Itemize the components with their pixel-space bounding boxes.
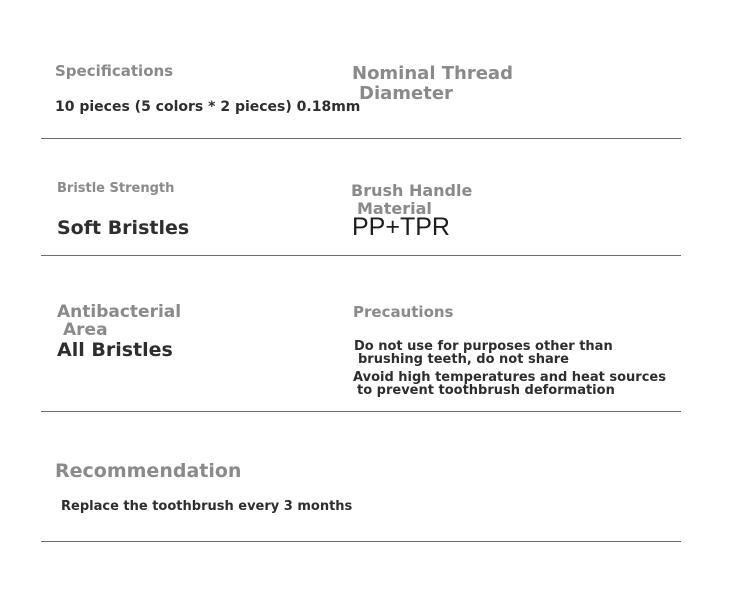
specifications-value: 10 pieces (5 colors * 2 pieces) 0.18mm: [55, 99, 361, 115]
nominal-thread-diameter-label-line1: Nominal Thread: [352, 63, 513, 84]
bristle-strength-label: Bristle Strength: [57, 181, 175, 196]
precautions-line1: Do not use for purposes other than: [354, 339, 613, 354]
bristle-strength-value: Soft Bristles: [57, 217, 190, 239]
precautions-label: Precautions: [353, 303, 454, 321]
brush-handle-material-label-line2: Material: [357, 199, 432, 218]
brush-handle-material-value: PP+TPR: [352, 213, 450, 241]
divider: [41, 541, 681, 542]
specifications-label: Specifications: [55, 62, 174, 80]
antibacterial-area-label: [57, 303, 181, 339]
brush-handle-material-label-line1: Brush Handle: [351, 181, 473, 200]
divider: [41, 138, 681, 139]
nominal-thread-diameter-label: [352, 64, 513, 104]
divider: [41, 411, 681, 412]
recommendation-label: Recommendation: [55, 460, 242, 482]
antibacterial-area-value: All Bristles: [57, 339, 173, 361]
precautions-text: [353, 340, 666, 397]
antibacterial-area-label-line2: Area: [63, 320, 108, 340]
antibacterial-area-label-line1: Antibacterial: [57, 302, 182, 322]
precautions-line4: to prevent toothbrush deformation: [357, 383, 615, 398]
precautions-line2: brushing teeth, do not share: [358, 352, 569, 367]
divider: [41, 255, 681, 256]
precautions-line3: Avoid high temperatures and heat sources: [353, 370, 666, 385]
recommendation-value: Replace the toothbrush every 3 months: [61, 499, 353, 514]
nominal-thread-diameter-label-line2: Diameter: [359, 83, 453, 104]
